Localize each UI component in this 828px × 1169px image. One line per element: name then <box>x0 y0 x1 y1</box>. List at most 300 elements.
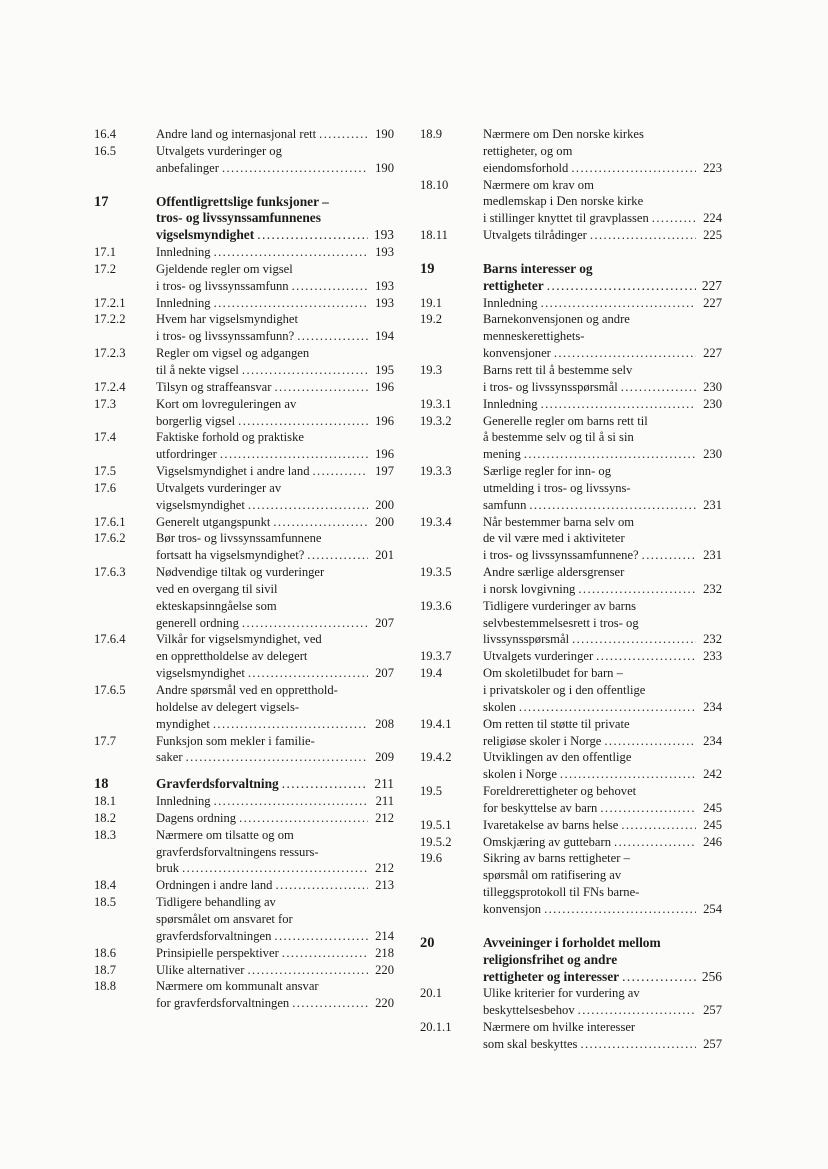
section-number: 17.2.3 <box>94 346 126 361</box>
title-line: eiendomsforhold <box>483 160 569 175</box>
dot-leader <box>282 945 368 962</box>
dot-leader <box>524 446 696 463</box>
dot-leader <box>239 810 368 827</box>
title-last-line <box>483 295 722 312</box>
dot-leader <box>614 834 696 851</box>
toc-entry <box>94 877 394 894</box>
section-number: 19.3 <box>420 362 443 377</box>
title-last-line <box>156 793 394 810</box>
page-number: 211 <box>375 794 394 809</box>
entry-title <box>156 396 394 430</box>
title-line: gravferdsforvaltningen <box>156 928 272 943</box>
entry-title <box>156 143 394 177</box>
title-line: Hvem har vigselsmyndighet <box>156 312 299 327</box>
entry-title <box>483 463 722 514</box>
title-line: Utvalgets tilrådinger <box>483 228 587 243</box>
section-number: 17.6 <box>94 480 117 495</box>
entry-title <box>156 877 394 894</box>
toc-right-column <box>420 126 722 1053</box>
toc-entry <box>420 396 722 413</box>
section-number: 17.6.4 <box>94 632 126 647</box>
title-line: anbefalinger <box>156 160 219 175</box>
section-number: 18.11 <box>420 228 448 243</box>
page-number: 230 <box>703 396 722 411</box>
title-last-line <box>156 547 394 564</box>
section-number: 16.5 <box>94 143 117 158</box>
title-line: Nærmere om krav om <box>483 177 594 192</box>
title-line: menneskerettighets- <box>483 329 585 344</box>
toc-entry <box>94 311 394 345</box>
toc-entry <box>94 962 394 979</box>
section-number: 18.10 <box>420 177 449 192</box>
title-last-line <box>483 210 722 227</box>
toc-chapter-entry <box>94 776 394 793</box>
entry-title <box>483 126 722 177</box>
page-number: 211 <box>374 776 394 792</box>
section-number: 19 <box>420 260 435 277</box>
page-number: 232 <box>703 581 722 596</box>
dot-leader <box>313 463 369 480</box>
title-line: holdelse av delegert vigsels- <box>156 699 300 714</box>
title-last-line <box>156 665 394 682</box>
title-line: skolen i Norge <box>483 767 557 782</box>
dot-leader <box>214 793 368 810</box>
title-last-line <box>483 648 722 665</box>
title-line: i tros- og livssynssamfunn? <box>156 329 295 344</box>
title-line: Andre særlige aldersgrenser <box>483 565 625 580</box>
entry-title <box>156 311 394 345</box>
toc-entry <box>420 598 722 649</box>
section-number: 20.1 <box>420 986 443 1001</box>
page-number: 194 <box>375 329 394 344</box>
page-number: 195 <box>375 362 394 377</box>
title-line: Funksjon som mekler i familie- <box>156 733 315 748</box>
title-line: Innledning <box>156 295 211 310</box>
title-line: Utviklingen av den offentlige <box>483 750 632 765</box>
page-number: 207 <box>375 666 394 681</box>
title-last-line <box>483 901 722 918</box>
section-number: 17.2 <box>94 261 117 276</box>
page-number: 231 <box>703 497 722 512</box>
entry-title <box>156 945 394 962</box>
title-line: Kort om lovreguleringen av <box>156 396 297 411</box>
dot-leader <box>580 1036 696 1053</box>
page-number: 257 <box>703 1036 722 1051</box>
dot-leader <box>292 278 368 295</box>
toc-entry <box>94 564 394 631</box>
title-last-line <box>156 160 394 177</box>
section-number: 19.3.3 <box>420 464 452 479</box>
page-number: 209 <box>375 750 394 765</box>
toc-entry <box>94 463 394 480</box>
title-last-line <box>156 749 394 766</box>
entry-title <box>156 261 394 295</box>
dot-leader <box>214 244 368 261</box>
title-line: Innledning <box>156 245 211 260</box>
page-number: 200 <box>375 514 394 529</box>
title-line: som skal beskyttes <box>483 1036 578 1051</box>
toc-entry <box>94 261 394 295</box>
toc-left-column <box>94 126 394 1012</box>
title-line: Barns rett til å bestemme selv <box>483 362 633 377</box>
title-line: i privatskoler og i den offentlige <box>483 683 646 697</box>
title-line: Om retten til støtte til private <box>483 716 630 731</box>
entry-title <box>483 177 722 228</box>
title-line: Bør tros- og livssynssamfunnene <box>156 531 322 546</box>
toc-entry <box>420 1019 722 1053</box>
title-line: Innledning <box>156 794 211 809</box>
title-line: vigselsmyndighet <box>156 497 245 512</box>
section-number: 19.1 <box>420 295 443 310</box>
title-last-line <box>156 295 394 312</box>
title-last-line <box>156 928 394 945</box>
title-line: Nærmere om hvilke interesser <box>483 1020 636 1035</box>
entry-title <box>156 514 394 531</box>
title-last-line <box>156 615 394 632</box>
dot-leader <box>274 928 368 945</box>
title-line: Tidligere vurderinger av barns <box>483 598 637 613</box>
title-last-line <box>483 631 722 648</box>
entry-title <box>483 564 722 598</box>
title-line: Utvalgets vurderinger av <box>156 480 282 495</box>
entry-title <box>156 894 394 945</box>
dot-leader <box>222 160 368 177</box>
title-line: vigselsmyndighet <box>156 666 245 681</box>
title-line: rettigheter <box>483 277 544 293</box>
dot-leader <box>519 699 696 716</box>
toc-entry <box>94 480 394 514</box>
section-number: 19.4.2 <box>420 750 452 765</box>
title-line: Utvalgets vurderinger og <box>156 143 282 158</box>
title-line: Barns interesser og <box>483 260 593 276</box>
toc-entry <box>420 665 722 716</box>
section-number: 19.3.5 <box>420 565 452 580</box>
page-number: 257 <box>703 1003 722 1018</box>
title-line: Gravferdsforvaltning <box>156 776 279 792</box>
section-number: 17.2.2 <box>94 312 126 327</box>
title-line: religiøse skoler i Norge <box>483 733 602 748</box>
title-line: Generelle regler om barns rett til <box>483 413 648 428</box>
page-number: 245 <box>703 817 722 832</box>
toc-entry <box>94 793 394 810</box>
entry-title <box>483 295 722 312</box>
title-last-line <box>156 877 394 894</box>
toc-entry <box>420 514 722 565</box>
dot-leader <box>600 800 696 817</box>
entry-title <box>483 227 722 244</box>
page-number: 234 <box>703 699 722 714</box>
toc-entry <box>94 126 394 143</box>
section-number: 19.3.2 <box>420 413 452 428</box>
toc-entry <box>420 463 722 514</box>
dot-leader <box>571 160 696 177</box>
title-line: Innledning <box>483 295 538 310</box>
title-last-line <box>156 463 394 480</box>
title-line: rettigheter, og om <box>483 143 573 158</box>
title-last-line <box>483 969 722 986</box>
dot-leader <box>297 328 368 345</box>
page-number: 242 <box>703 767 722 782</box>
section-number: 17.6.1 <box>94 514 126 529</box>
toc-entry <box>420 834 722 851</box>
section-number: 18.7 <box>94 962 117 977</box>
section-number: 19.5 <box>420 784 443 799</box>
title-line: Nærmere om kommunalt ansvar <box>156 979 319 994</box>
toc-entry <box>94 514 394 531</box>
title-last-line <box>483 227 722 244</box>
title-last-line <box>483 766 722 783</box>
entry-title <box>483 850 722 917</box>
dot-leader <box>248 497 368 514</box>
title-line: Barnekonvensjonen og andre <box>483 312 630 327</box>
page-number: 230 <box>703 379 722 394</box>
toc-entry <box>94 827 394 878</box>
title-line: rettigheter og interesser <box>483 968 620 984</box>
entry-title <box>483 598 722 649</box>
title-line: medlemskap i Den norske kirke <box>483 194 644 209</box>
page-number: 246 <box>703 834 722 849</box>
section-number: 20 <box>420 934 435 951</box>
dot-leader <box>319 126 368 143</box>
title-last-line <box>156 278 394 295</box>
dot-leader <box>578 1002 696 1019</box>
entry-title <box>483 817 722 834</box>
title-line: tros- og livssynssamfunnenes <box>156 210 321 226</box>
toc-entry <box>420 126 722 177</box>
dot-leader <box>541 396 696 413</box>
dot-leader <box>292 995 368 1012</box>
title-line: Andre spørsmål ved en oppretthold- <box>156 683 338 697</box>
title-line: myndighet <box>156 716 210 731</box>
dot-leader <box>544 901 696 918</box>
section-number: 18.2 <box>94 810 117 825</box>
toc-entry <box>420 648 722 665</box>
title-last-line <box>483 581 722 598</box>
title-line: skolen <box>483 699 516 714</box>
title-line: Ordningen i andre land <box>156 878 273 893</box>
toc-entry <box>420 817 722 834</box>
entry-title <box>156 379 394 396</box>
dot-leader <box>274 379 368 396</box>
toc-entry <box>420 783 722 817</box>
title-line: samfunn <box>483 497 527 512</box>
entry-title <box>156 793 394 810</box>
entry-title <box>483 648 722 665</box>
page-number: 218 <box>375 945 394 960</box>
entry-title <box>156 631 394 682</box>
section-number: 18.9 <box>420 127 443 141</box>
dot-leader <box>307 547 368 564</box>
title-line: Utvalgets vurderinger <box>483 649 594 664</box>
toc-chapter-entry <box>94 194 394 245</box>
title-line: utmelding i tros- og livssyns- <box>483 480 631 495</box>
entry-title <box>483 261 722 295</box>
section-number: 17.6.5 <box>94 683 126 697</box>
dot-leader <box>214 295 368 312</box>
title-line: Prinsipielle perspektiver <box>156 945 279 960</box>
title-line: en opprettholdelse av delegert <box>156 649 308 664</box>
title-last-line <box>156 514 394 531</box>
page-number: 193 <box>375 245 394 260</box>
page-number: 196 <box>375 413 394 428</box>
entry-title <box>156 429 394 463</box>
toc-entry <box>420 311 722 362</box>
toc-entry <box>420 295 722 312</box>
title-line: Gjeldende regler om vigsel <box>156 261 293 276</box>
toc-entry <box>94 345 394 379</box>
title-line: tilleggsprotokoll til FNs barne- <box>483 885 640 900</box>
page-number: 212 <box>375 861 394 876</box>
title-line: Omskjæring av guttebarn <box>483 834 612 849</box>
title-last-line <box>156 776 394 793</box>
page-number: 212 <box>375 810 394 825</box>
toc-entry <box>94 396 394 430</box>
title-line: Vilkår for vigselsmyndighet, ved <box>156 632 322 647</box>
title-last-line <box>483 733 722 750</box>
title-line: Dagens ordning <box>156 810 237 825</box>
title-line: Avveininger i forholdet mellom <box>483 934 661 950</box>
title-line: Offentligrettslige funksjoner – <box>156 193 329 209</box>
title-line: saker <box>156 750 183 765</box>
title-line: til å nekte vigsel <box>156 362 239 377</box>
title-line: Faktiske forhold og praktiske <box>156 430 304 445</box>
dot-leader <box>282 776 368 793</box>
title-last-line <box>156 810 394 827</box>
page-number: 245 <box>703 800 722 815</box>
entry-title <box>156 194 394 245</box>
toc-entry <box>94 945 394 962</box>
dot-leader <box>213 716 368 733</box>
title-line: Særlige regler for inn- og <box>483 464 612 479</box>
section-number: 19.3.1 <box>420 396 452 411</box>
toc-entry <box>94 894 394 945</box>
title-last-line <box>483 345 722 362</box>
title-line: religionsfrihet og andre <box>483 951 618 967</box>
page-number: 233 <box>703 649 722 664</box>
section-number: 19.2 <box>420 312 443 327</box>
title-line: utfordringer <box>156 447 217 462</box>
title-line: mening <box>483 447 521 462</box>
dot-leader <box>604 733 696 750</box>
page-number: 225 <box>703 228 722 243</box>
page-number: 254 <box>703 901 722 916</box>
title-line: Generelt utgangspunkt <box>156 514 271 529</box>
section-number: 19.6 <box>420 851 443 866</box>
dot-leader <box>257 227 368 244</box>
page-number: 213 <box>375 878 394 893</box>
entry-title <box>156 978 394 1012</box>
dot-leader <box>242 362 368 379</box>
title-line: Nærmere om tilsatte og om <box>156 827 294 842</box>
entry-title <box>156 733 394 767</box>
page-number: 223 <box>703 160 722 175</box>
title-line: beskyttelsesbehov <box>483 1003 575 1018</box>
section-number: 18.8 <box>94 979 117 994</box>
title-line: konvensjoner <box>483 346 551 361</box>
title-line: ved en overgang til sivil <box>156 581 278 596</box>
dot-leader <box>590 227 696 244</box>
dot-leader <box>560 766 696 783</box>
title-line: selvbestemmelsesrett i tros- og <box>483 615 639 630</box>
title-last-line <box>156 362 394 379</box>
page-number: 196 <box>375 379 394 394</box>
toc-entry <box>94 682 394 733</box>
title-line: livssynsspørsmål <box>483 632 570 647</box>
page-number: 220 <box>375 996 394 1011</box>
section-number: 17.7 <box>94 733 117 748</box>
toc-entry <box>420 564 722 598</box>
page-number: 197 <box>375 464 394 479</box>
dot-leader <box>622 969 696 986</box>
toc-entry <box>94 244 394 261</box>
dot-leader <box>242 615 368 632</box>
entry-title <box>483 834 722 851</box>
title-line: spørsmålet om ansvaret for <box>156 911 293 926</box>
title-line: borgerlig vigsel <box>156 413 236 428</box>
title-line: Ulike kriterier for vurdering av <box>483 986 640 1001</box>
title-last-line <box>483 379 722 396</box>
title-last-line <box>483 446 722 463</box>
section-number: 19.4 <box>420 666 443 681</box>
section-number: 20.1.1 <box>420 1020 452 1035</box>
title-line: generell ordning <box>156 615 239 630</box>
dot-leader <box>248 665 368 682</box>
title-last-line <box>156 995 394 1012</box>
page-number: 231 <box>703 548 722 563</box>
title-line: vigselsmyndighet <box>156 227 255 243</box>
entry-title <box>156 776 394 793</box>
title-line: fortsatt ha vigselsmyndighet? <box>156 548 305 563</box>
page-number: 227 <box>703 295 722 310</box>
entry-title <box>483 985 722 1019</box>
title-line: Ivaretakelse av barns helse <box>483 817 619 832</box>
title-last-line <box>483 699 722 716</box>
dot-leader <box>273 514 368 531</box>
title-last-line <box>156 945 394 962</box>
entry-title <box>483 716 722 750</box>
title-last-line <box>483 160 722 177</box>
title-last-line <box>483 800 722 817</box>
section-number: 19.5.1 <box>420 817 452 832</box>
section-number: 17.6.2 <box>94 531 126 546</box>
title-last-line <box>156 962 394 979</box>
dot-leader <box>247 962 368 979</box>
entry-title <box>156 530 394 564</box>
title-last-line <box>156 446 394 463</box>
page-number: 190 <box>375 160 394 175</box>
title-line: gravferdsforvaltningens ressurs- <box>156 844 319 859</box>
entry-title <box>483 749 722 783</box>
toc-entry <box>420 177 722 228</box>
section-number: 17.2.4 <box>94 379 126 394</box>
section-number: 17.2.1 <box>94 295 126 310</box>
title-line: for gravferdsforvaltningen <box>156 996 290 1011</box>
title-line: Nærmere om Den norske kirkes <box>483 127 644 141</box>
section-number: 18.5 <box>94 895 117 910</box>
section-number: 17 <box>94 193 109 210</box>
title-last-line <box>483 547 722 564</box>
title-last-line <box>156 497 394 514</box>
page-number: 227 <box>701 277 722 293</box>
section-number: 19.3.6 <box>420 598 452 613</box>
title-line: bruk <box>156 861 180 876</box>
section-number: 19.3.4 <box>420 514 452 529</box>
toc-chapter-entry <box>420 935 722 986</box>
title-last-line <box>483 834 722 851</box>
title-last-line <box>483 278 722 295</box>
section-number: 19.4.1 <box>420 716 452 731</box>
toc-entry <box>94 429 394 463</box>
